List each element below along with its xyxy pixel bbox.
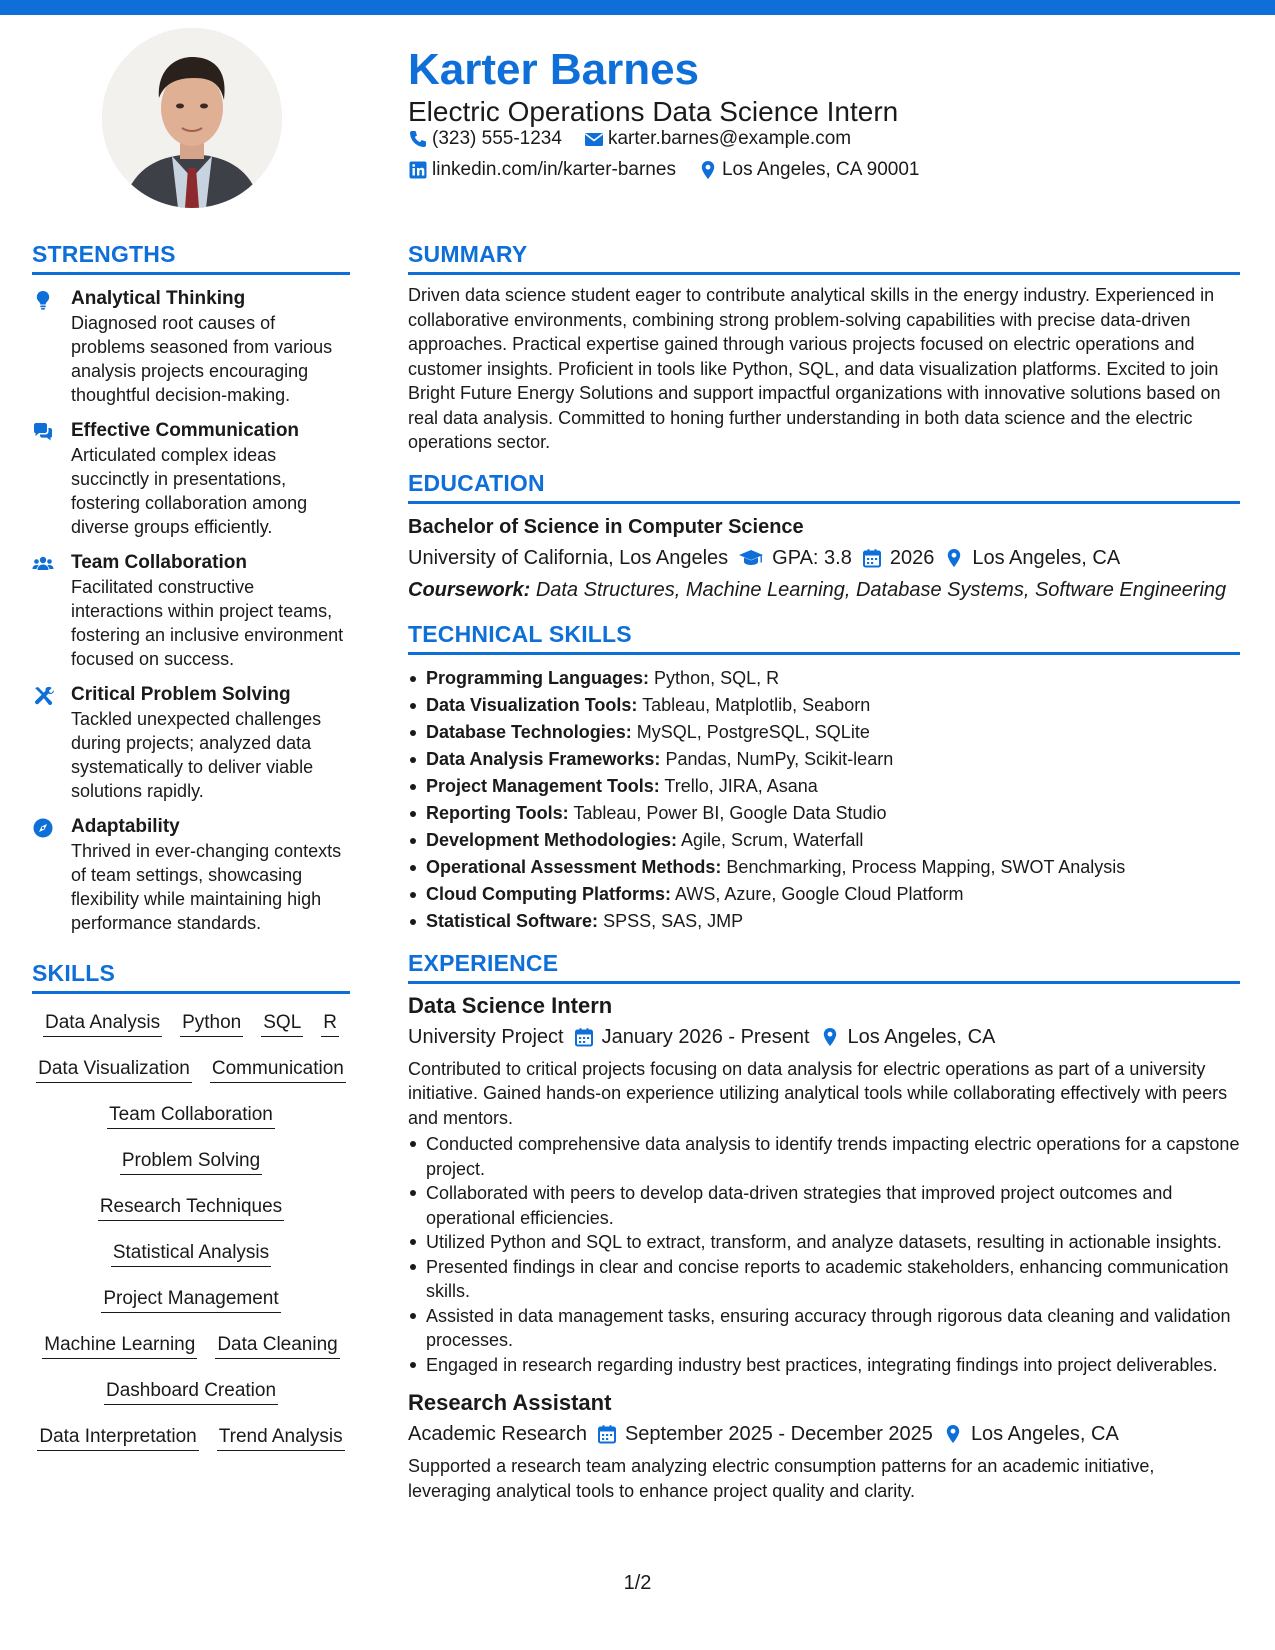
tech-skill-label: Project Management Tools: [426, 775, 660, 796]
target-job-title: Electric Operations Data Science Intern [408, 96, 899, 127]
summary-heading: SUMMARY [408, 240, 1240, 275]
tech-skill-value: Benchmarking, Process Mapping, SWOT Analysis [726, 856, 1126, 877]
map-pin-icon [944, 548, 964, 568]
tech-skill-label: Development Methodologies: [426, 829, 678, 850]
tech-skill-value: Tableau, Matplotlib, Seaborn [642, 694, 871, 715]
skill-tag: R [321, 1010, 339, 1037]
list-item [408, 692, 1240, 719]
list-item: Assisted in data management tasks, ensuring accuracy through rigorous data cleaning and validation processes. [408, 1304, 1240, 1353]
job-location: Los Angeles, CA [970, 1423, 1119, 1445]
list-item [408, 773, 1240, 800]
skill-tag: Communication [210, 1056, 346, 1083]
coursework [408, 576, 1240, 604]
job-title: Data Science Intern [408, 992, 613, 1018]
job-dates-group [597, 1420, 933, 1448]
graduation-cap-icon [738, 548, 764, 568]
list-item [408, 854, 1240, 881]
job-title: Research Assistant [408, 1390, 612, 1415]
tech-skill-label: Cloud Computing Platforms: [426, 883, 671, 904]
skill-row [32, 1424, 350, 1451]
linkedin-icon [408, 160, 428, 180]
strength-description: Thrived in ever-changing contexts of team settings, showcasing flexibility while maintaining high performance standards. [71, 841, 342, 933]
map-pin-icon [943, 1424, 963, 1444]
strength-item [32, 815, 350, 935]
skill-tag: Dashboard Creation [104, 1378, 278, 1405]
tech-skill-value: Agile, Scrum, Waterfall [681, 829, 864, 850]
left-column [32, 240, 350, 1470]
education-meta [408, 544, 1240, 572]
job-meta [408, 1023, 1240, 1051]
school-name: University of California, Los Angeles [408, 546, 729, 569]
list-item [408, 908, 1240, 935]
list-item: Presented findings in clear and concise reports to academic stakeholders, enhancing communication skills. [408, 1255, 1240, 1304]
skill-tag: SQL [261, 1010, 303, 1037]
technical-skills-list [408, 665, 1240, 935]
experience-entry [408, 1389, 1240, 1503]
skill-tag: Problem Solving [120, 1148, 262, 1175]
skills-heading: SKILLS [32, 959, 350, 994]
tech-skill-value: AWS, Azure, Google Cloud Platform [675, 883, 964, 904]
skill-tag: Project Management [101, 1286, 280, 1313]
skill-tag: Team Collaboration [107, 1102, 275, 1129]
skill-row [32, 1102, 350, 1129]
tech-skill-label: Database Technologies: [426, 721, 632, 742]
job-location-group [820, 1023, 996, 1051]
skill-tag: Python [180, 1010, 243, 1037]
calendar-icon [597, 1424, 617, 1444]
tools-icon [32, 685, 54, 707]
users-icon [32, 553, 54, 575]
map-pin-icon [698, 160, 718, 180]
contact-row-2 [408, 158, 920, 182]
skill-tag: Trend Analysis [217, 1424, 345, 1451]
job-organization: University Project [408, 1025, 564, 1048]
list-item [408, 665, 1240, 692]
calendar-icon [574, 1027, 594, 1047]
envelope-icon [584, 129, 604, 149]
strength-item [32, 287, 350, 407]
phone-icon [408, 129, 428, 149]
degree: Bachelor of Science in Computer Science [408, 515, 804, 538]
skill-row [32, 1378, 350, 1405]
profile-photo [102, 28, 282, 208]
list-item: Engaged in research regarding industry best practices, integrating findings into project deliverables. [408, 1353, 1240, 1378]
tech-skill-label: Statistical Software: [426, 910, 599, 931]
year-group [862, 544, 935, 572]
edu-location-group [944, 544, 1120, 572]
lightbulb-icon [32, 289, 54, 311]
strengths-list [32, 287, 350, 935]
calendar-icon [862, 548, 882, 568]
list-item: Utilized Python and SQL to extract, transform, and analyze datasets, resulting in actionable insights. [408, 1230, 1240, 1255]
tech-skill-value: MySQL, PostgreSQL, SQLite [636, 721, 870, 742]
job-description: Contributed to critical projects focusing on data analysis for electric operations as part of a university initiative. Gained hands-on experience utilizing analytical tools while collaborating effectively with peers and mentors. [408, 1058, 1228, 1128]
coursework-list: Data Structures, Machine Learning, Database Systems, Software Engineering [535, 578, 1227, 601]
list-item [408, 881, 1240, 908]
strength-title: Adaptability [71, 816, 180, 837]
job-dates-group [574, 1023, 810, 1051]
skill-tag: Data Cleaning [215, 1332, 339, 1359]
edu-location: Los Angeles, CA [972, 546, 1121, 569]
phone-text: (323) 555-1234 [432, 128, 562, 149]
list-item [408, 719, 1240, 746]
job-dates: September 2025 - December 2025 [624, 1423, 933, 1445]
job-description: Supported a research team analyzing electric consumption patterns for an academic initiative, leveraging analytical tools to enhance project quality and clarity. [408, 1456, 1155, 1501]
location-contact [698, 158, 920, 182]
skill-row [32, 1056, 350, 1083]
job-location-group [943, 1420, 1119, 1448]
strength-title: Team Collaboration [71, 552, 247, 573]
strength-title: Analytical Thinking [71, 288, 246, 309]
summary-text: Driven data science student eager to contribute analytical skills in the energy industry. Experienced in collaborative environments, combining strong problem-solving capabilities with precise data-driven approaches. Practical expertise gained through various projects focused on electric operations and customer insights. Proficient in tools like Python, SQL, and data visualization platforms. Excited to join Bright Future Energy Solutions and support impactful organizations with innovative solutions based on real data analysis. Committed to honing further understanding in both data science and the electric operations sector. [408, 285, 1221, 452]
strength-description: Tackled unexpected challenges during projects; analyzed data systematically to deliver viable solutions rapidly. [71, 709, 322, 801]
location-text: Los Angeles, CA 90001 [721, 159, 920, 180]
experience-heading: EXPERIENCE [408, 949, 1240, 984]
list-item: Conducted comprehensive data analysis to identify trends impacting electric operations for a capstone project. [408, 1132, 1240, 1181]
skill-row [32, 1240, 350, 1267]
tech-skill-label: Reporting Tools: [426, 802, 569, 823]
tech-skill-value: SPSS, SAS, JMP [603, 910, 744, 931]
job-meta [408, 1420, 1240, 1448]
job-organization: Academic Research [408, 1423, 587, 1445]
list-item [408, 746, 1240, 773]
contact-row-1 [408, 127, 851, 151]
strengths-heading: STRENGTHS [32, 240, 350, 275]
tech-skill-value: Pandas, NumPy, Scikit-learn [665, 748, 894, 769]
strength-description: Facilitated constructive interactions within project teams, fostering an inclusive environment focused on success. [71, 577, 344, 669]
skill-row [32, 1148, 350, 1175]
compass-icon [32, 817, 54, 839]
tech-skill-label: Data Visualization Tools: [426, 694, 638, 715]
strength-item [32, 551, 350, 671]
skill-row [32, 1194, 350, 1221]
coursework-label: Coursework: [408, 578, 531, 601]
skill-tag: Data Analysis [43, 1010, 162, 1037]
tech-skill-value: Tableau, Power BI, Google Data Studio [573, 802, 887, 823]
tech-skill-label: Data Analysis Frameworks: [426, 748, 661, 769]
tech-skill-label: Programming Languages: [426, 667, 650, 688]
list-item: Collaborated with peers to develop data-driven strategies that improved project outcomes and operational efficiencies. [408, 1181, 1240, 1230]
tech-skill-label: Operational Assessment Methods: [426, 856, 722, 877]
right-column [408, 240, 1240, 1503]
linkedin-text: linkedin.com/in/karter-barnes [432, 159, 676, 180]
skill-row [32, 1010, 350, 1037]
job-bullets [408, 1132, 1240, 1377]
job-location: Los Angeles, CA [847, 1025, 996, 1048]
skill-tag: Data Visualization [36, 1056, 192, 1083]
strength-item [32, 683, 350, 803]
strength-description: Articulated complex ideas succinctly in presentations, fostering collaboration among diverse groups efficiently. [71, 445, 308, 537]
candidate-name: Karter Barnes [408, 45, 700, 94]
gpa-text: GPA: 3.8 [772, 546, 852, 569]
skill-tag: Statistical Analysis [111, 1240, 271, 1267]
skill-tag: Data Interpretation [37, 1424, 198, 1451]
skill-row [32, 1286, 350, 1313]
tech-skill-value: Python, SQL, R [654, 667, 780, 688]
skill-row [32, 1332, 350, 1359]
linkedin-contact[interactable] [408, 158, 676, 182]
gpa-group [738, 544, 852, 572]
strength-item [32, 419, 350, 539]
top-accent-bar [0, 0, 1275, 15]
skill-tag: Research Techniques [98, 1194, 284, 1221]
tech-skill-value: Trello, JIRA, Asana [664, 775, 818, 796]
phone-contact[interactable] [408, 127, 562, 151]
education-heading: EDUCATION [408, 469, 1240, 504]
technical-skills-heading: TECHNICAL SKILLS [408, 620, 1240, 655]
skills-list [32, 1010, 350, 1451]
map-pin-icon [820, 1027, 840, 1047]
strength-title: Critical Problem Solving [71, 684, 291, 705]
strength-description: Diagnosed root causes of problems seasoned from various analysis projects encouraging thoughtful decision-making. [71, 313, 333, 405]
email-text: karter.barnes@example.com [607, 128, 852, 149]
comments-icon [32, 421, 54, 443]
list-item [408, 827, 1240, 854]
skill-tag: Machine Learning [42, 1332, 197, 1359]
job-dates: January 2026 - Present [601, 1025, 810, 1048]
graduation-year: 2026 [889, 546, 935, 569]
list-item [408, 800, 1240, 827]
strength-title: Effective Communication [71, 420, 300, 441]
email-contact[interactable] [584, 127, 851, 151]
page-number: 1/2 [623, 1572, 652, 1594]
experience-entry [408, 992, 1240, 1378]
